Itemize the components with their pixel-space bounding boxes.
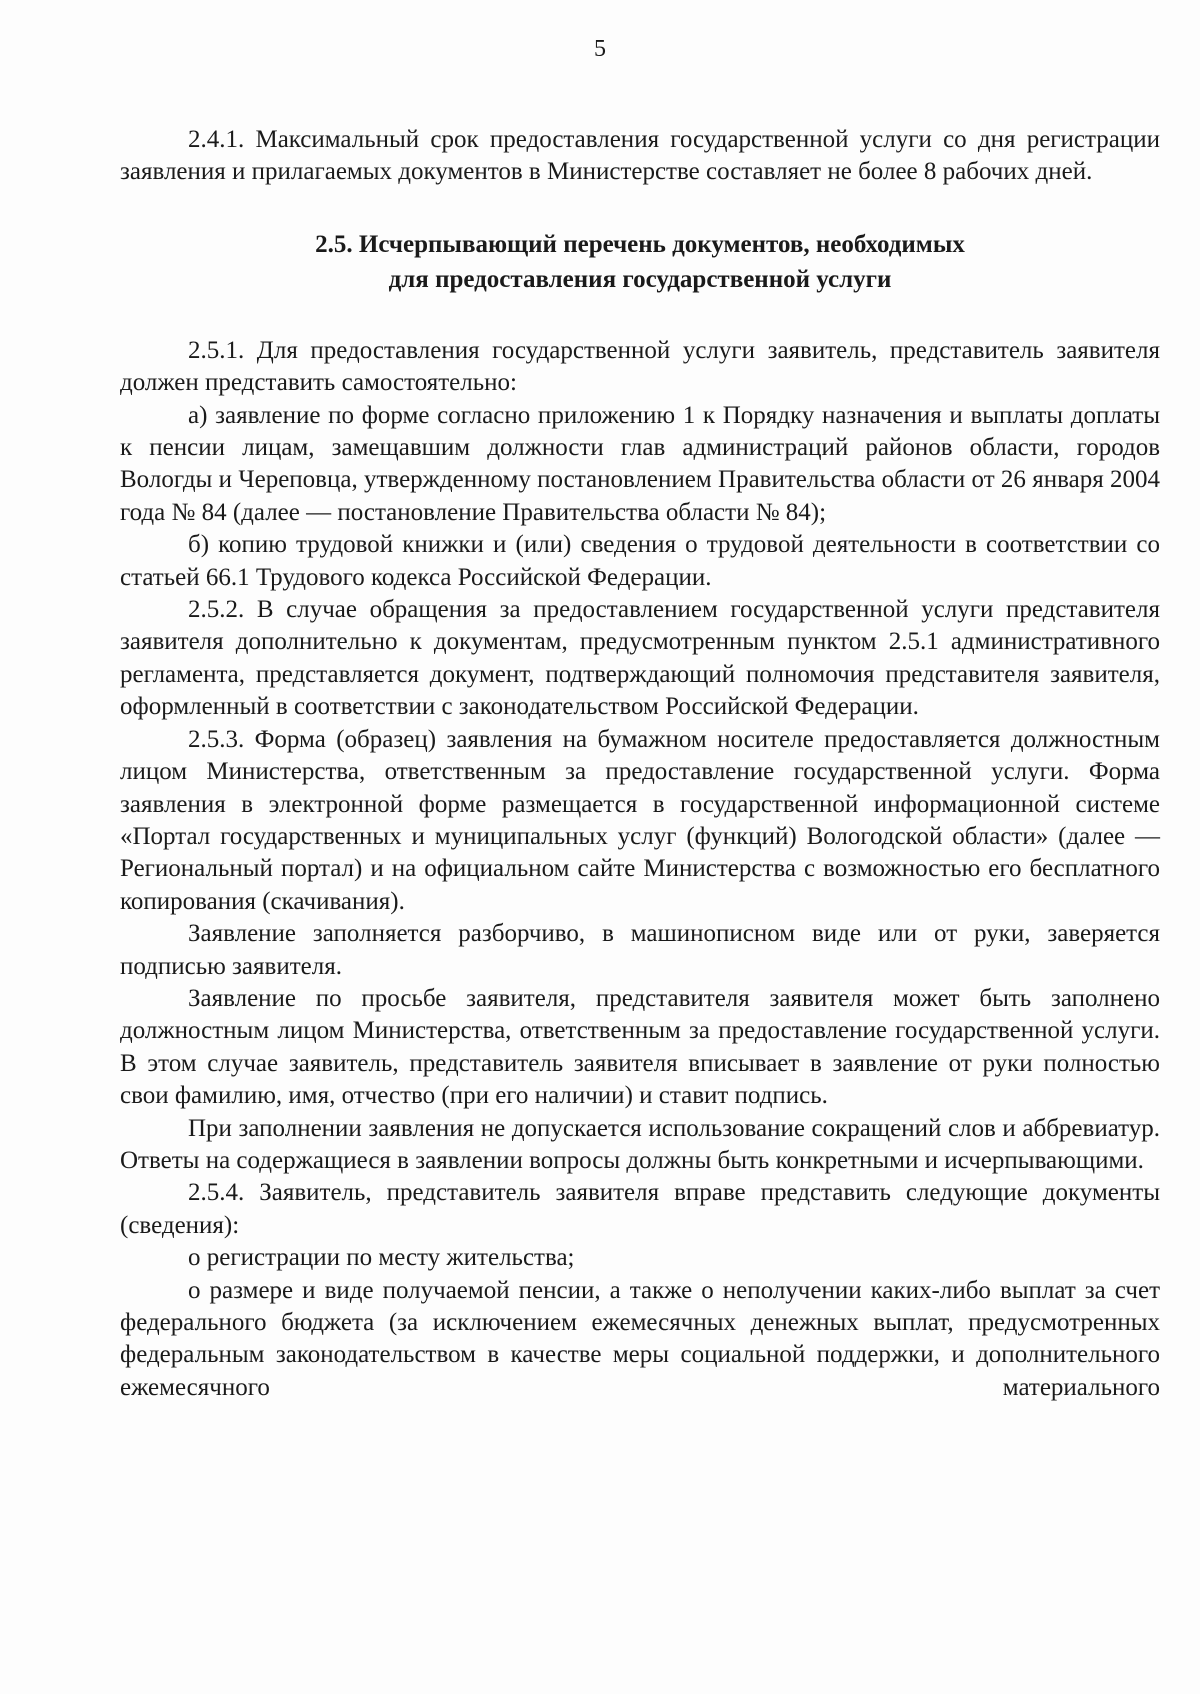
paragraph-item-b: б) копию трудовой книжки и (или) сведения о трудовой деятельности в соответствии со статьей 66.1 Трудового кодекса Российской Федерации.: [120, 531, 1160, 591]
paragraph-2-5-2: 2.5.2. В случае обращения за предоставлением государственной услуги представителя заявителя дополнительно к документам, предусмотренным пунктом 2.5.1 административного регламента, представляется документ, подтверждающий полномочия представителя заявителя, оформленный в соответствии с законодательством Российской Федерации.: [120, 596, 1160, 721]
paragraph-item-a: а) заявление по форме согласно приложению 1 к Порядку назначения и выплаты доплаты к пенсии лицам, замещавшим должности глав администраций районов области, городов Вологды и Череповца, утвержденному постановлением Правительства области от 26 января 2004 года № 84 (далее — постановление Правительства области № 84);: [120, 401, 1160, 526]
paragraph-2-5-4: 2.5.4. Заявитель, представитель заявителя вправе представить следующие документы (сведения):: [120, 1179, 1160, 1239]
paragraph-2-5-1: 2.5.1. Для предоставления государственной услуги заявитель, представитель заявителя должен представить самостоятельно:: [120, 336, 1160, 397]
paragraph-2-4-1: 2.4.1. Максимальный срок предоставления государственной услуги со дня регистрации заявления и прилагаемых документов в Министерстве составляет не более 8 рабочих дней.: [120, 126, 1160, 186]
paragraph-fill-legibly: Заявление заполняется разборчиво, в машинописном виде или от руки, заверяется подписью заявителя.: [120, 920, 1160, 980]
paragraph-registration: о регистрации по месту жительства;: [188, 1244, 575, 1272]
paragraph-2-5-3: 2.5.3. Форма (образец) заявления на бумажном носителе предоставляется должностным лицом Министерства, ответственным за предоставление государственной услуги. Форма заявления в электронной форме размещается в государственной информационной системе «Портал государственных и муниципальных услуг (функций) Вологодской области» (далее — Региональный портал) и на официальном сайте Министерства с возможностью его бесплатного копирования (скачивания).: [120, 725, 1160, 915]
document-body: [120, 124, 1160, 1404]
section-heading-2-5: [120, 227, 1160, 297]
heading-line-1: 2.5. Исчерпывающий перечень документов, необходимых: [315, 230, 965, 258]
paragraph-no-abbreviations: При заполнении заявления не допускается использование сокращений слов и аббревиатур. Ответы на содержащиеся в заявлении вопросы должны быть конкретными и исчерпывающими.: [120, 1114, 1160, 1174]
heading-line-2: для предоставления государственной услуги: [388, 265, 892, 293]
page-number: 5: [594, 36, 606, 62]
paragraph-fill-by-official: Заявление по просьбе заявителя, представителя заявителя может быть заполнено должностным лицом Министерства, ответственным за предоставление государственной услуги. В этом случае заявитель, представитель заявителя вписывает в заявление от руки полностью свои фамилию, имя, отчество (при его наличии) и ставит подпись.: [120, 984, 1160, 1110]
paragraph-pension: о размере и виде получаемой пенсии, а также о неполучении каких-либо выплат за счет федерального бюджета (за исключением ежемесячных денежных выплат, предусмотренных федеральным законодательством в качестве меры социальной поддержки, и дополнительного ежемесячного материального: [120, 1276, 1160, 1401]
